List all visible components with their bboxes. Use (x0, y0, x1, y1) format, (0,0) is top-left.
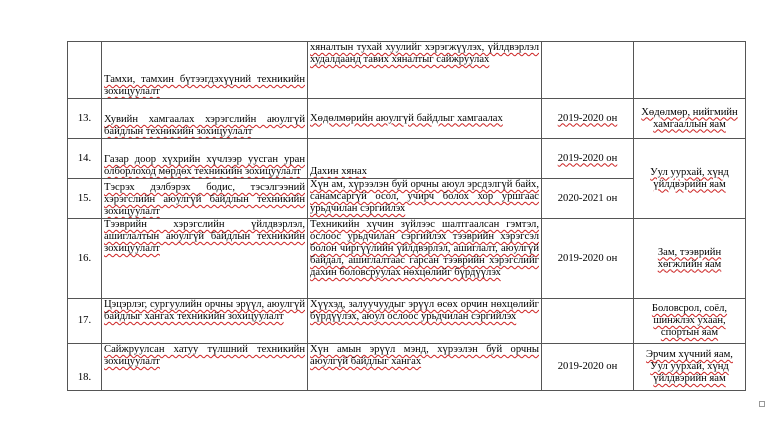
row-number: 17. (68, 299, 102, 344)
regulation-purpose: хяналтын тухай хуулийг хэрэгжүүлэх, үйлдвэрлэл худалдаанд тавих хяналтыг сайжруулах (308, 42, 542, 99)
responsible-ministry: Эрчим хүчний яам, Уул уурхай, хүнд үйлдвэрийн яам (634, 344, 746, 391)
regulation-name: Хувийн хамгаалах хэрэгслийн аюулгүй байдлын техникийн зохицуулалт (102, 99, 308, 139)
table-row (68, 42, 746, 99)
regulation-name: Тэсрэх дэлбэрэх бодис, тэсэлгээний хэрэгслийн аюулгүй байдлын техникийн зохицуулалт (102, 179, 308, 219)
table-row (68, 99, 746, 139)
regulation-purpose: Хүн ам, хүрээлэн буй орчны аюул эрсдэлгүй байх, санамсаргүй осол, учирч болох хор уршгаас урьдчилан сэргийлэх (308, 179, 542, 219)
row-number: 13. (68, 99, 102, 139)
table-row (68, 219, 746, 299)
implementation-period: 2019-2020 он (542, 139, 634, 179)
responsible-ministry (634, 42, 746, 99)
regulation-purpose: Дахин хянах (308, 139, 542, 179)
table-end-marker (759, 401, 765, 407)
regulation-purpose: Хүүхэд, залуучуудыг эрүүл өсөх орчин нөхцөлийг бүрдүүлэх, аюул ослоос урьдчилан сэргийлэх (308, 299, 542, 344)
implementation-period: 2020-2021 он (542, 179, 634, 219)
implementation-period: 2019-2020 он (542, 344, 634, 391)
implementation-period (542, 42, 634, 99)
table-row (68, 344, 746, 391)
implementation-period (542, 299, 634, 344)
regulation-name: Цэцэрлэг, сургуулийн орчны эрүүл, аюулгүй байдлыг хангах техникийн зохицуулалт (102, 299, 308, 344)
responsible-ministry: Хөдөлмөр, нийгмийн хамгааллын яам (634, 99, 746, 139)
regulation-name: Тээврийн хэрэгслийн үйлдвэрлэл, ашиглалтын аюулгүй байдлын техникийн зохицуулалт (102, 219, 308, 299)
regulation-name: Газар доор хүхрийн хүчлээр уусган уран олборлоход мөрдөх техникийн зохицуулалт (102, 139, 308, 179)
implementation-period: 2019-2020 он (542, 99, 634, 139)
regulation-purpose: Хүн амын эрүүл мэнд, хүрээлэн буй орчны аюулгүй байдлыг хангах (308, 344, 542, 391)
table-row (68, 139, 746, 179)
regulation-purpose: Техникийн хүчин зүйлээс шалтгаалсан гэмтэл, ослоос урьдчилан сэргийлэх тээврийн хэрэгсэл болон чиргүүлийн үйлдвэрлэл, ашиглалт, аюулгүй байдал, ашиглалтаас гарсан тээврийн хэрэгслийг дахин боловсруулах нөхцөлийг бүрдүүлэх (308, 219, 542, 299)
responsible-ministry: Боловсрол, соёл, шинжлэх ухаан, спортын яам (634, 299, 746, 344)
table-row (68, 299, 746, 344)
document-table (67, 41, 746, 391)
regulation-name: Тамхи, тамхин бүтээгдэхүүний техникийн зохицуулалт (102, 42, 308, 99)
row-number: 18. (68, 344, 102, 391)
row-number: 16. (68, 219, 102, 299)
responsible-ministry: Зам, тээврийн хөгжлийн яам (634, 219, 746, 299)
implementation-period: 2019-2020 он (542, 219, 634, 299)
responsible-ministry: Уул уурхай, хүнд үйлдвэрийн яам (634, 139, 746, 219)
row-number: 15. (68, 179, 102, 219)
regulation-name: Сайжруулсан хатуу түлшний техникийн зохицуулалт (102, 344, 308, 391)
row-number (68, 42, 102, 99)
regulation-purpose: Хөдөлмөрийн аюулгүй байдлыг хамгаалах (308, 99, 542, 139)
row-number: 14. (68, 139, 102, 179)
